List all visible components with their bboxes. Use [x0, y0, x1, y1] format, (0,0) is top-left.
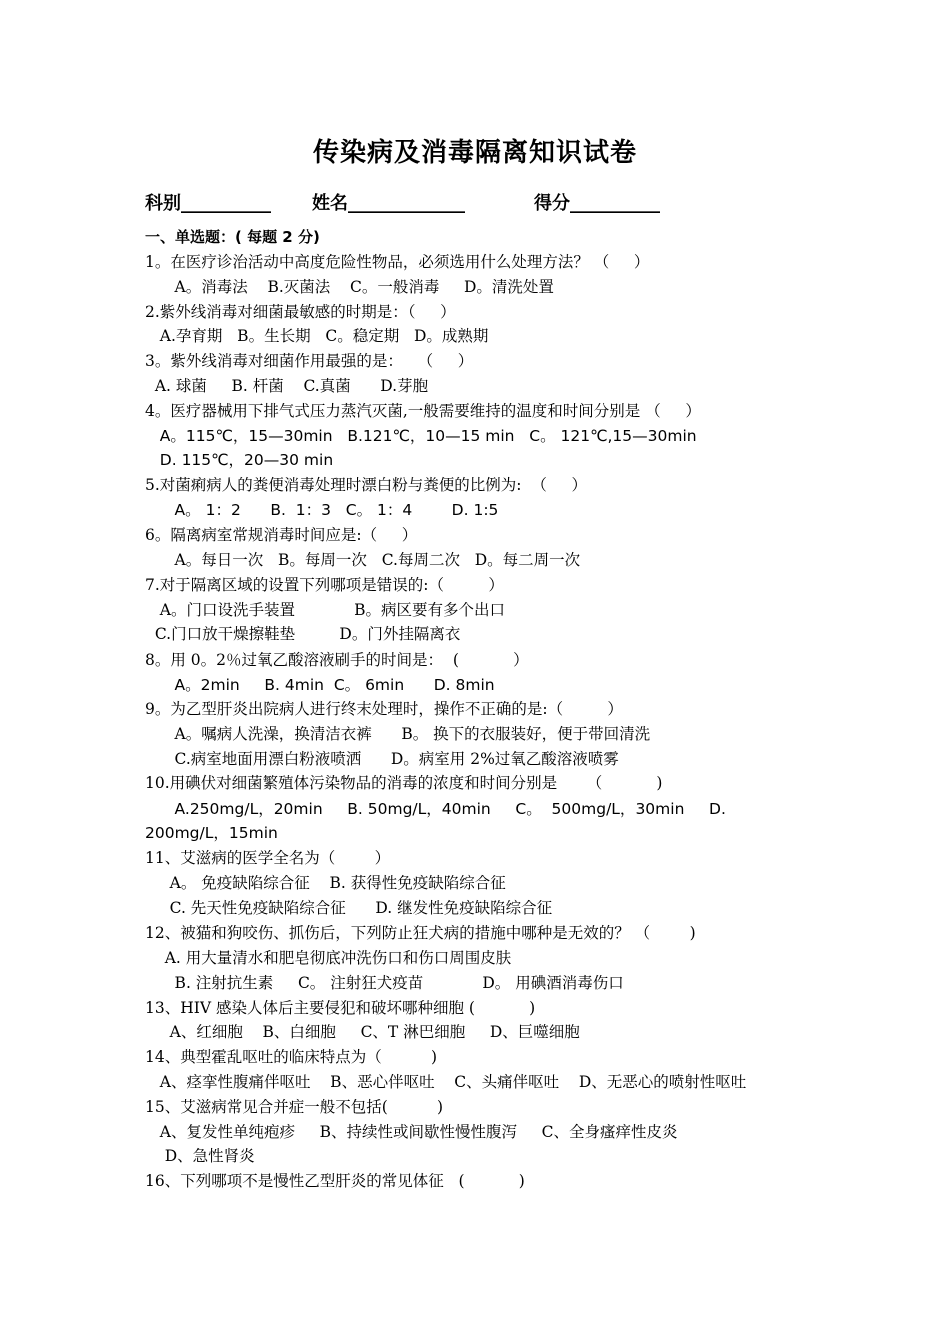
question-line: A. 用大量清水和肥皂彻底冲洗伤口和伤口周围皮肤	[145, 949, 512, 967]
question-line: 5.对菌痢病人的粪便消毒处理时漂白粉与粪便的比例为: （ ）	[145, 476, 588, 494]
score-field: 得分__________	[534, 193, 660, 214]
question-line: C.门口放干燥擦鞋垫 D。门外挂隔离衣	[145, 625, 461, 643]
section-heading: 一、单选题：( 每题 2 分)	[145, 228, 320, 246]
question-line: B. 注射抗生素 C。 注射狂犬疫苗 D。 用碘酒消毒伤口	[145, 974, 624, 992]
question-line: A。每日一次 B。每周一次 C.每周二次 D。每二周一次	[145, 551, 581, 569]
question-line: A、复发性单纯疱疹 B、持续性或间歇性慢性腹泻 C、全身瘙痒性皮炎	[145, 1123, 678, 1141]
question-line: A。 1：2 B. 1：3 C。 1：4 D. 1:5	[145, 501, 499, 519]
question-line: C. 先天性免疫缺陷综合征 D. 继发性免疫缺陷综合征	[145, 899, 553, 917]
question-line: A。115℃，15—30min B.121℃，10—15 min C。 121℃,15—30min	[145, 427, 697, 445]
question-line: 1。在医疗诊治活动中高度危险性物品，必须选用什么处理方法？ （ ）	[145, 253, 650, 271]
question-line: D. 115℃，20—30 min	[145, 451, 334, 469]
question-line: A、痉挛性腹痛伴呕吐 B、恶心伴呕吐 C、头痛伴呕吐 D、无恶心的喷射性呕吐	[145, 1073, 747, 1091]
question-line: 13、HIV 感染人体后主要侵犯和破坏哪种细胞 ( )	[145, 999, 536, 1017]
question-line: A.孕育期 B。生长期 C。稳定期 D。成熟期	[145, 327, 489, 345]
name-field: 姓名_____________	[312, 193, 465, 214]
dept-field: 科别__________	[145, 193, 271, 214]
question-line: A。2min B. 4min C。 6min D. 8min	[145, 676, 495, 694]
question-line: C.病室地面用漂白粉液喷洒 D。病室用 2%过氧乙酸溶液喷雾	[145, 750, 619, 768]
question-line: A。嘱病人洗澡，换清洁衣裤 B。 换下的衣服装好，便于带回清洗	[145, 725, 651, 743]
question-line: 15、艾滋病常见合并症一般不包括( )	[145, 1098, 444, 1116]
question-line: A、红细胞 B、白细胞 C、T 淋巴细胞 D、巨噬细胞	[145, 1023, 580, 1041]
question-line: 10.用碘伏对细菌繁殖体污染物品的消毒的浓度和时间分别是 （ )	[145, 774, 663, 792]
question-line: 4。医疗器械用下排气式压力蒸汽灭菌,一般需要维持的温度和时间分别是 （ ）	[145, 402, 701, 420]
question-line: A。 免疫缺陷综合征 B. 获得性免疫缺陷综合征	[145, 874, 506, 892]
question-line: 11、艾滋病的医学全名为（ ）	[145, 849, 391, 867]
question-line: 16、下列哪项不是慢性乙型肝炎的常见体征 ( )	[145, 1172, 525, 1190]
question-line: A.250mg/L，20min B. 50mg/L，40min C。 500mg/L，30min D.	[145, 800, 726, 818]
question-line: 3。紫外线消毒对细菌作用最强的是： （ ）	[145, 352, 474, 370]
question-line: 6。隔离病室常规消毒时间应是:（ ）	[145, 526, 418, 544]
question-line: 14、典型霍乱呕吐的临床特点为（ )	[145, 1048, 438, 1066]
question-line: 7.对于隔离区域的设置下列哪项是错误的:（ ）	[145, 576, 504, 594]
question-line: 12、被猫和狗咬伤、抓伤后，下列防止狂犬病的措施中哪种是无效的？ （ )	[145, 924, 696, 942]
question-line: A。门口设洗手装置 B。病区要有多个出口	[145, 601, 505, 619]
question-line: 2.紫外线消毒对细菌最敏感的时期是：（ ）	[145, 303, 456, 321]
question-line: A。消毒法 B.灭菌法 C。一般消毒 D。清洗处置	[145, 278, 554, 296]
page-title: 传染病及消毒隔离知识试卷	[312, 138, 637, 168]
question-line: D、急性肾炎	[145, 1147, 255, 1165]
question-line: 9。为乙型肝炎出院病人进行终末处理时，操作不正确的是:（ ）	[145, 700, 623, 718]
question-line: A. 球菌 B. 杆菌 C.真菌 D.芽胞	[145, 377, 429, 395]
question-line: 200mg/L，15min	[145, 824, 278, 842]
question-line: 8。用 0。2％过氧乙酸溶液刷手的时间是： ( ）	[145, 651, 529, 669]
